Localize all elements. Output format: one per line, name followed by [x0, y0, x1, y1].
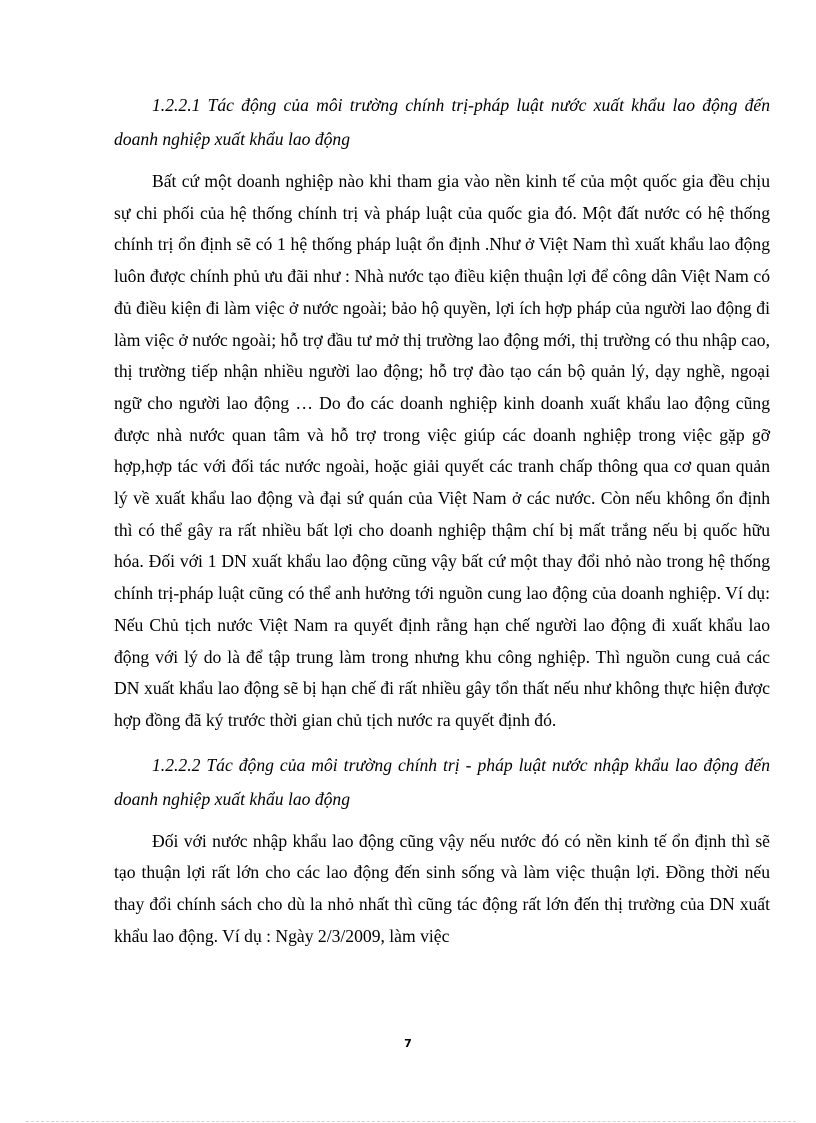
page-number: 7 [404, 1037, 412, 1050]
page-body [114, 88, 770, 963]
page-bottom-divider [26, 1121, 796, 1122]
section-heading-1-2-2-1: 1.2.2.1 Tác động của môi trường chính trị-pháp luật nước xuất khẩu lao động đến doanh nghiệp xuất khẩu lao động [114, 95, 770, 149]
body-paragraph-political-legal-import: Đối với nước nhập khẩu lao động cũng vậy nếu nước đó có nền kinh tế ổn định thì sẽ tạo thuận lợi rất lớn cho các lao động đến sinh sống và làm việc thuận lợi. Đồng thời nếu thay đổi chính sách cho dù la nhỏ nhất thì cũng tác động rất lớn đến thị trường của DN xuất khẩu lao động. Ví dụ : Ngày 2/3/2009, làm việc [114, 830, 770, 946]
body-paragraph-political-legal-export: Bất cứ một doanh nghiệp nào khi tham gia vào nền kinh tế của một quốc gia đều chịu sự chi phối của hệ thống chính trị và pháp luật của quốc gia đó. Một đất nước có hệ thống chính trị ổn định sẽ có 1 hệ thống pháp luật ổn định .Như ở Việt Nam thì xuất khẩu lao động luôn được chính phủ ưu đãi như : Nhà nước tạo điều kiện thuận lợi để công dân Việt Nam có đủ điều kiện đi làm việc ở nước ngoài; bảo hộ quyền, lợi ích hợp pháp của người lao động đi làm việc ở nước ngoài; hỗ trợ đầu tư mở thị trường lao động mới, thị trường có thu nhập cao, thị trường tiếp nhận nhiều người lao động; hỗ trợ đào tạo cán bộ quản lý, dạy nghề, ngoại ngữ cho người lao động … Do đo các doanh nghiệp kinh doanh xuất khẩu lao động cũng được nhà nước quan tâm và hỗ trợ trong việc giúp các doanh nghiệp trong việc gặp gỡ hợp,hợp tác với đối tác nước ngoài, hoặc giải quyết các tranh chấp thông qua cơ quan quản lý về xuất khẩu lao động và đại sứ quán của Việt Nam ở các nước. Còn nếu không ổn định thì có thể gây ra rất nhiều bất lợi cho doanh nghiệp thậm chí bị mất trắng nếu bị quốc hữu hóa. Đối với 1 DN xuất khẩu lao động cũng vậy bất cứ một thay đổi nhỏ nào trong hệ thống chính trị-pháp luật cũng có thể anh hưởng tới nguồn cung lao động của doanh nghiệp. Ví dụ: Nếu Chủ tịch nước Việt Nam ra quyết định rằng hạn chế người lao động đi xuất khẩu lao động với lý do là để tập trung làm trong nhưng khu công nghiệp. Thì nguồn cung cuả các DN xuất khẩu lao động sẽ bị hạn chế đi rất nhiều gây tổn thất nếu như không thực hiện được hợp đồng đã ký trước thời gian chủ tịch nước ra quyết định đó. [114, 171, 770, 730]
section-heading-1-2-2-2: 1.2.2.2 Tác động của môi trường chính trị - pháp luật nước nhập khẩu lao động đến doanh nghiệp xuất khẩu lao động [114, 754, 770, 809]
